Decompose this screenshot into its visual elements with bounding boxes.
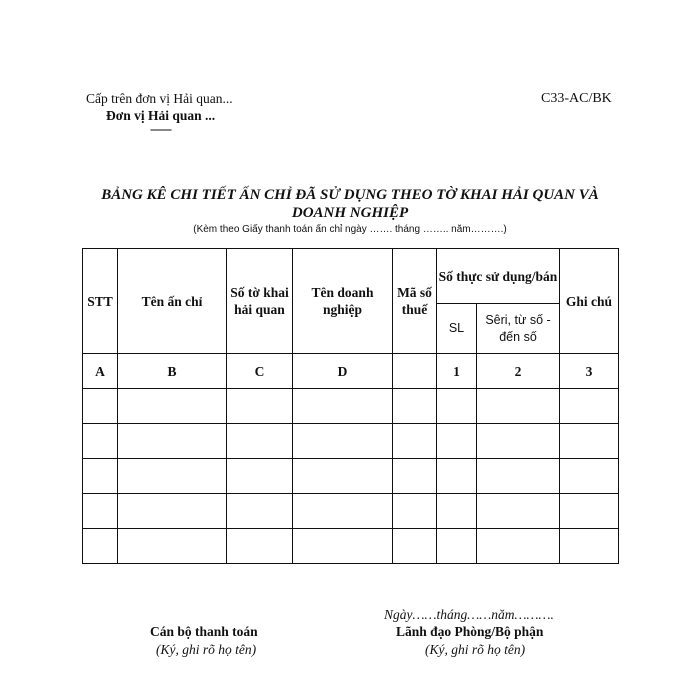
table-cell[interactable]: [437, 389, 477, 424]
signature-left-note: (Ký, ghi rõ họ tên): [156, 642, 257, 657]
table-cell[interactable]: [227, 424, 293, 459]
table-cell[interactable]: [560, 529, 619, 564]
table-row: [83, 529, 619, 564]
document-subtitle: (Kèm theo Giấy thanh toán ấn chỉ ngày ……. tháng …….. năm……….): [193, 224, 507, 235]
index-cell: [393, 354, 437, 389]
table-cell[interactable]: [560, 424, 619, 459]
index-cell: A: [83, 354, 118, 389]
table-cell[interactable]: [560, 459, 619, 494]
index-cell: C: [227, 354, 293, 389]
col-actual-used: Số thực sử dụng/bán: [437, 249, 560, 304]
index-cell: 2: [477, 354, 560, 389]
table-cell[interactable]: [118, 494, 227, 529]
col-name: Tên ấn chỉ: [118, 249, 227, 354]
table-cell[interactable]: [227, 459, 293, 494]
unit-label: Đơn vị Hải quan ...: [106, 108, 216, 123]
signature-date-line: Ngày……tháng……năm……….: [384, 607, 554, 622]
col-declaration: Số tờ khai hải quan: [227, 249, 293, 354]
col-note: Ghi chú: [560, 249, 619, 354]
table-cell[interactable]: [227, 389, 293, 424]
table-cell[interactable]: [477, 424, 560, 459]
table-cell[interactable]: [437, 459, 477, 494]
signature-left-title: Cán bộ thanh toán: [150, 624, 258, 639]
table-cell[interactable]: [118, 424, 227, 459]
unit-underline: -------: [150, 122, 171, 136]
index-cell: 1: [437, 354, 477, 389]
table-cell[interactable]: [83, 424, 118, 459]
table-cell[interactable]: [118, 459, 227, 494]
table-cell[interactable]: [477, 459, 560, 494]
table-cell[interactable]: [437, 424, 477, 459]
table-row: [83, 459, 619, 494]
table-cell[interactable]: [393, 459, 437, 494]
table-cell[interactable]: [393, 494, 437, 529]
signature-right-title: Lãnh đạo Phòng/Bộ phận: [396, 624, 544, 639]
col-tax-code: Mã số thuế: [393, 249, 437, 354]
table-cell[interactable]: [293, 424, 393, 459]
table-cell[interactable]: [437, 494, 477, 529]
index-cell: B: [118, 354, 227, 389]
table-cell[interactable]: [293, 389, 393, 424]
table-cell[interactable]: [293, 529, 393, 564]
index-cell: D: [293, 354, 393, 389]
table-cell[interactable]: [560, 494, 619, 529]
detail-table: [82, 248, 619, 564]
index-cell: 3: [560, 354, 619, 389]
table-cell[interactable]: [393, 389, 437, 424]
table-cell[interactable]: [560, 389, 619, 424]
table-cell[interactable]: [83, 389, 118, 424]
table-cell[interactable]: [118, 529, 227, 564]
table-cell[interactable]: [477, 389, 560, 424]
signature-right-note: (Ký, ghi rõ họ tên): [425, 642, 526, 657]
table-row: [83, 424, 619, 459]
table-cell[interactable]: [227, 494, 293, 529]
form-code: C33-AC/BK: [541, 91, 612, 106]
table-cell[interactable]: [83, 529, 118, 564]
col-company: Tên doanh nghiệp: [293, 249, 393, 354]
table-row: [83, 389, 619, 424]
table-cell[interactable]: [477, 494, 560, 529]
table-cell[interactable]: [393, 529, 437, 564]
table-cell[interactable]: [437, 529, 477, 564]
table-row: [83, 494, 619, 529]
table-cell[interactable]: [83, 494, 118, 529]
table-cell[interactable]: [118, 389, 227, 424]
table-cell[interactable]: [477, 529, 560, 564]
index-row: [83, 354, 619, 389]
table-cell[interactable]: [393, 424, 437, 459]
col-stt: STT: [83, 249, 118, 354]
parent-unit-label: Cấp trên đơn vị Hải quan...: [86, 91, 233, 106]
document-title: BẢNG KÊ CHI TIẾT ẤN CHỈ ĐÃ SỬ DỤNG THEO TỜ KHAI HẢI QUAN VÀ DOANH NGHIỆP: [101, 187, 599, 221]
col-quantity: SL: [437, 304, 477, 354]
table-cell[interactable]: [83, 459, 118, 494]
table-cell[interactable]: [293, 459, 393, 494]
table-cell[interactable]: [227, 529, 293, 564]
table-cell[interactable]: [293, 494, 393, 529]
col-serial: Sêri, từ số - đến số: [477, 304, 560, 354]
